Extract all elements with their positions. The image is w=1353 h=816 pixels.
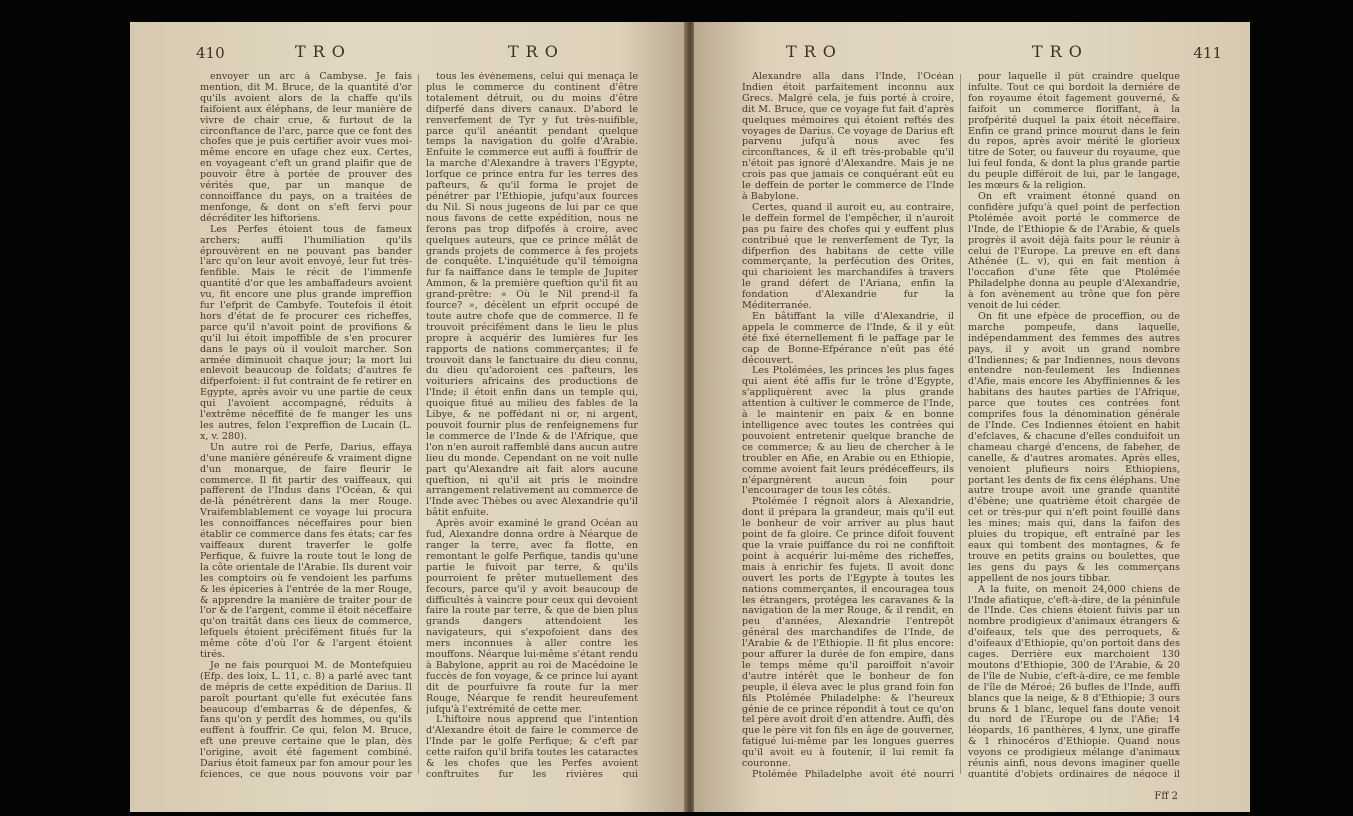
paragraph: Un autre roi de Perfe, Darius, effaya d'une manière généreufe & vraiment digne d'un monarque, de faire fleurir le commerce. Il fit partir des vaiffeaux, qui pafferent de l'Indus dans l'Océan, & qui de-là pénétrèrent dans la mer Rouge. Vraifemblablement ce voyage lui procura les connoiffances néceffaires pour bien établir ce commerce dans fes états; car fes vaiffeaux durent traverfer le golfe Perfique, & fuivre la route tout le long de la côte orientale de l'Arabie. Ils durent voir les comptoirs où fe vendoient les parfums & les épiceries à l'entrée de la mer Rouge, & apprendre la manière de traiter pour de l'or & de l'argent, comme il étoit néceffaire qu'on traitât dans ces lieux de commerce, lefquels étoient précifément fitués fur la même côte d'où l'or & l'argent étoient tirés. — [200, 441, 412, 661]
paragraph: pour laquelle il pût craindre quelque infulte. Tout ce qui bordoit la derniére de fon royaume étoit fagement gouverné, & faifoit un commerce floriffant, à la profpérité duquel la paix étoit néceffaire. Enfin ce grand prince mourut dans le fein du repos, après avoir mérité le glorieux titre de Soter, ou fauveur du royaume, que lui feul fonda, & dont la plus grande partie du peuple différoit de lui, par le langage, les mœurs & la religion. — [968, 72, 1180, 192]
paragraph: Certes, quand il auroit eu, au contraire, le deffein formel de l'empêcher, il n'auroit pas pu faire des chofes qui y euffent plus contribué que le renverfement de Tyr, la difperfion des habitans de cette ville commerçante, la perfécution des Orites, qui charioient les marchandifes à travers le grand défert de l'Ariana, enfin la fondation d'Alexandrie fur la Méditerranée. — [742, 201, 954, 312]
paragraph: A la fuite, on menoit 24,000 chiens de l'Inde afiatique, c'eft-à-dire, de la péninfule de l'Inde. Ces chiens étoient fuivis par un nombre prodigieux d'animaux étrangers & d'oifeaux, tels que des perroquets, & d'oifeaux d'Ethiopie, qu'on portoit dans des cages. Derrière eux marchoient 130 moutons d'Ethiopie, 300 de l'Arabie, & 20 de l'île de Nubie, c'eft-à-dire, ce me femble de l'île de Méroé; 26 bufles de l'Inde, auffi blancs que la neige, & 8 d'Ethiopie; 3 ours bruns & 1 blanc, lequel fans doute venoit du nord de l'Europe ou de l'Afie; 14 léopards, 16 panthères, 4 lynx, une giraffe & 1 rhinocéros d'Ethiopie. Quand nous voyons ce prodigieux mélange d'animaux réunis ainfi, nous devons imaginer quelle quantité d'objets ordinaires de négoce il — [968, 583, 1180, 778]
paragraph: tous les événemens, celui qui menaça le plus le commerce du continent d'être totalement détruit, ou du moins d'être difperfé dans divers canaux. D'abord le renverfement de Tyr y fut très-nuifible, parce qu'il anéantit pendant quelque temps la navigation du golfe d'Arabie. Enfuite le commerce eut auffi à fouffrir de la marche d'Alexandre à travers l'Egypte, lorfque ce prince entra fur les terres des pafteurs, & qu'il forma le projet de pénétrer par l'Ethiopie, jufqu'aux fources du Nil. Si nous jugeons de lui par ce que nous favons de cette expédition, nous ne ferons pas trop difpofés à croire, avec quelques auteurs, que ce prince mêlât de grands projets de commerce à fes projets de conquête. L'inquiétude qu'il témoigna fur fa naiffance dans le temple de Jupiter Ammon, & la première queftion qu'il fit au grand-prêtre: « Où le Nil prend-il fa fource? », décèlent un efprit occupé de toute autre chofe que de commerce. Il fe trouvoit précifément dans le lieu le plus propre à acquérir des lumières fur les rapports de nations commerçantes; il fe trouvoit dans le fanctuaire du dieu connu, du dieu qu'adoroient ces pafteurs, les voituriers africains des productions de l'Inde; il étoit enfin dans un temple qui, quoique fitué au milieu des fables de la Libye, & ne poffédant ni or, ni argent, pouvoit fournir plus de renfeignemens fur le commerce de l'Inde & de l'Afrique, que l'on n'en auroit raffemblé dans aucun autre lieu du monde. Cependant on ne voit nulle part qu'Alexandre ait fait alors aucune queftion, ni qu'il ait pris le moindre arrangement relativement au commerce de l'Inde avec Thèbes ou avec Alexandrie qu'il bâtit enfuite. — [426, 72, 638, 519]
page-number-left: 410 — [196, 44, 225, 62]
paragraph: Les Perfes étoient tous de fameux archers; auffi l'humiliation qu'ils éprouvèrent en ne pouvant pas bander l'arc qu'on leur avoit envoyé, leur fut très-fenfible. Mais le récit de l'immenfe quantité d'or que les ambaffadeurs avoient vu, fit encore une plus grande impreffion fur l'efprit de Cambyfe. Toutefois il étoit hors d'état de fe procurer ces richeffes, parce qu'il n'avoit point de provifions & qu'il lui étoit impoffible de s'en procurer dans le pays où il vouloit marcher. Son armée diminuoit chaque jour; la mort lui enlevoit beaucoup de foldats; d'autres fe difperfoient: il fut contraint de fe retirer en Egypte, après avoir vu une partie de ceux qui l'avoient accompagné, réduits à l'extrême néceffité de fe manger les uns les autres, felon l'expreffion de Lucain (L. x, v. 280). — [200, 223, 412, 442]
paragraph: On fit une efpèce de proceffion, ou de marche pompeufe, dans laquelle, indépendamment des femmes des autres pays, il y avoit un grand nombre d'Indiennes; & par Indiennes, nous devons entendre non-feulement les Indiennes d'Afie, mais encore les Abyffiniennes & les habitans des hautes parties de l'Afrique, parce que toutes ces contrées font comprifes fous la dénomination générale de l'Inde. Ces Indiennes étoient en habit d'efclaves, & chacune d'elles conduifoit un chameau chargé d'encens, de fabeher, de canelle, & d'autres aromates. Après elles, venoient plufieurs noirs Ethiopiens, portant les dents de fix cens éléphans. Une autre troupe avoit une grande quantité d'ébène; une quatrième étoit chargée de cet or très-pur qui n'eft point fouillé dans les mines; mais qui, dans la faifon des pluies du tropique, eft entraîné par les eaux qui tombent des montagnes, & fe trouve en petits grains ou boulettes, que les gens du pays & les commerçans appellent de nos jours tibbar. — [968, 310, 1180, 584]
page-number-right: 411 — [1193, 44, 1222, 62]
column-divider — [960, 74, 961, 774]
column-divider — [418, 74, 419, 774]
running-head-left-1: TRO — [295, 42, 352, 61]
paragraph: Les Ptolémées, les princes les plus fages qui aient été affis fur le trône d'Egypte, s'appliquèrent avec la plus grande attention à cultiver le commerce de l'Inde, à le maintenir en paix & en bonne intelligence avec toutes les contrées qui pouvoient entretenir quelque branche de ce commerce; & au lieu de chercher à le troubler en Afie, en Arabie ou en Ethiopie, comme avoient fait leurs prédéceffeurs, ils n'épargnèrent aucun foin pour l'encourager de tous les côtés. — [742, 365, 954, 497]
left-page-column-1 — [200, 72, 412, 778]
paragraph: On eft vraiment étonné quand on confidère jufqu'à quel point de perfection Ptolémée avoit porté le commerce de l'Inde, de l'Ethiopie & de l'Arabie, & quels progrès il avoit déjà faits pour le réunir à celui de l'Europe. La preuve en eft dans Athénée (L. v), qui en fait mention à l'occafion d'une fête que Ptolémée Philadelphe donna au peuple d'Alexandrie, à fon avènement au trône que fon père venoit de lui céder. — [968, 190, 1180, 312]
paragraph: Après avoir examiné le grand Océan au fud, Alexandre donna ordre à Néarque de ranger la terre, avec fa flotte, en remontant le golfe Perfique, tandis qu'une partie le fuivoit par terre, & qu'ils pourroient fe prêter mutuellement des fecours, parce qu'il y avoit beaucoup de difficultés à vaincre pour ceux qui devoient faire la route par terre, & que de bien plus grands dangers attendoient les navigateurs, qui s'expofoient dans des mers inconnues à aller contre les mouffons. Néarque lui-même s'étant rendu à Babylone, apprit au roi de Macédoine le fuccès de fon voyage, & ce prince lui ayant dit de pourfuivre fa route fur la mer Rouge, Néarque fe rendit heureufement jufqu'à l'extrémité de cette mer. — [426, 518, 638, 715]
book-spread — [130, 22, 1250, 812]
running-head-right-1: TRO — [786, 42, 843, 61]
right-page-column-1 — [742, 72, 954, 778]
paragraph: Ptolémée I régnoit alors à Alexandrie, dont il prépara la grandeur, mais qu'il eut le bonheur de voir arriver au plus haut point de fa gloire. Ce prince difoit fouvent que la vraie puiffance du roi ne confiftoit point à acquérir lui-même des richeffes, mais à enrichir fes fujets. Il avoit donc ouvert les ports de l'Egypte à toutes les nations commerçantes, il encouragea tous les étrangers, protégea les caravanes & la navigation de la mer Rouge, & il rendit, en peu d'années, Alexandrie l'entrepôt général des marchandifes de l'Inde, de l'Arabie & de l'Ethiopie. Il fit plus encore: pour affurer la durée de fon empire, dans le temps même qu'il paroiffoit n'avoir d'autre intérêt que le bonheur de fon peuple, il éleva avec le plus grand foin fon fils Ptolémée Philadelphe: & l'heureux génie de ce prince répondit à tout ce qu'on tel père avoit droit d'en attendre. Auffi, dès que le père vit fon fils en âge de gouverner, fatigué lui-même par les longues guerres qu'il avoit eu à foutenir, il lui remit fa couronne. — [742, 496, 954, 770]
paragraph: Je ne fais pourquoi M. de Montefquieu (Efp. des loix, L. 11, c. 8) a parlé avec tant de mépris de cette expédition de Darius. Il paroît pourtant qu'elle fut exécutée fans beaucoup d'embarras & de dépenfes, & fans qu'on y perdît des hommes, ou qu'ils euffent à fouffrir. Ce qui, felon M. Bruce, eft une preuve certaine que le plan, dès l'origine, avoit été fagement combiné. Darius étoit fameux par fon amour pour les fciences, ce que nous pouvons voir par — [200, 659, 412, 778]
running-head-right-2: TRO — [1032, 42, 1089, 61]
paragraph: Ptolémée Philadelphe avoit été nourri — [752, 769, 954, 778]
paragraph: En bâtiffant la ville d'Alexandrie, il appela le commerce de l'Inde, & il y eût été fixé éternellement fi le paffage par le cap de Bonne-Efpérance n'eût pas été découvert. — [742, 310, 954, 366]
left-page — [130, 22, 686, 812]
left-page-column-2 — [426, 72, 638, 778]
paragraph: Alexandre alla dans l'Inde, l'Océan Indien étoit parfaitement inconnu aux Grecs. Malgré cela, je fuis porté à croire, dit M. Bruce, que ce voyage fut fait d'après quelques mémoires qui étoient reftés des voyages de Darius. Ce voyage de Darius eft parvenu jufqu'à nous avec fes circonftances, & il eft très-probable qu'il n'étoit pas ignoré d'Alexandre. Mais je ne crois pas que jamais ce conquérant eût eu le deffein de porter le commerce de l'Inde à Babylone. — [742, 72, 954, 202]
paragraph: L'hiftoire nous apprend que l'intention d'Alexandre étoit de faire le commerce de l'Inde par le golfe Perfique; & c'eft par cette raifon qu'il brifa toutes les cataractes & les chofes que les Perfes avoient conftruites fur les rivières qui — [426, 714, 638, 778]
right-page-column-2 — [968, 72, 1180, 778]
running-head-left-2: TRO — [508, 42, 565, 61]
right-page — [694, 22, 1250, 812]
signature-mark: Fff 2 — [1154, 791, 1178, 802]
paragraph: envoyer un arc à Cambyse. Je fais mention, dit M. Bruce, de la quantité d'or qu'ils avoient alors de la chaffe qu'ils faifoient aux éléphans, de leur manière de vivre de chair crue, & furtout de la circonftance de l'arc, parce que ce font des chofes que je puis certifier avoir vues moi-même encore en ufage chez eux. Certes, en voyageant c'eft un grand plaifir que de pouvoir être à portée de prouver des vérités que, par un manque de connoiffance du pays, on a traitées de menfonge, & dont on s'eft fervi pour décréditer les hiftoriens. — [200, 72, 412, 224]
